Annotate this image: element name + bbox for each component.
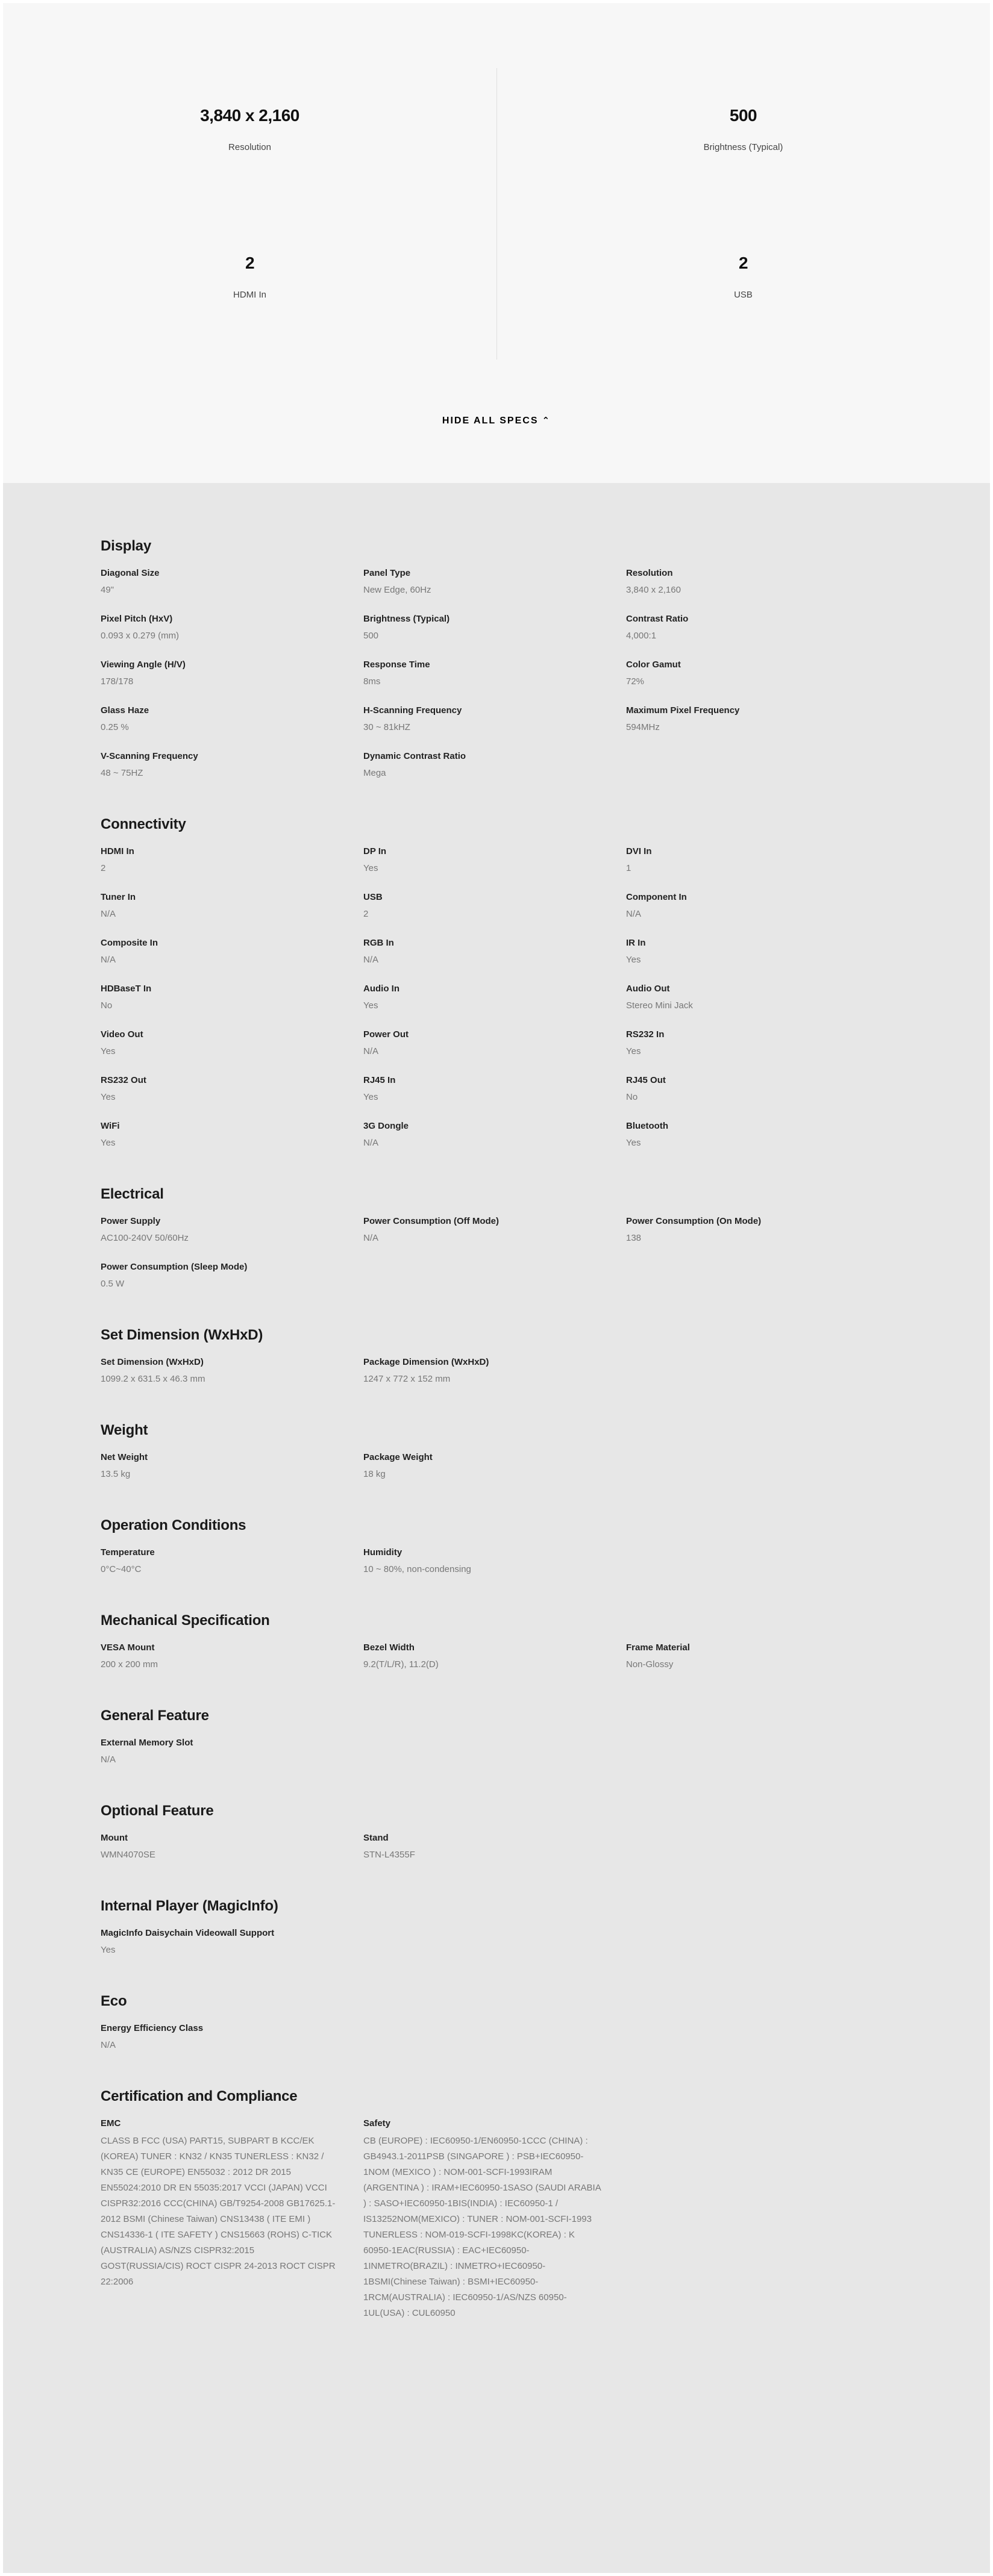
- spec-item: [101, 1452, 363, 1497]
- spec-value: 49": [101, 585, 114, 595]
- spec-group-title: Display: [101, 538, 151, 554]
- spec-label: Dynamic Contrast Ratio: [363, 751, 466, 761]
- spec-item: [363, 1547, 626, 1592]
- spec-value: 4,000:1: [626, 631, 657, 641]
- spec-group: [101, 1802, 896, 1878]
- spec-label: Package Dimension (WxHxD): [363, 1357, 489, 1367]
- spec-value: Yes: [101, 1046, 116, 1056]
- spec-grid: [101, 2118, 896, 2321]
- spec-group: [101, 1326, 896, 1402]
- spec-value: 1: [626, 863, 631, 873]
- spec-group: [101, 816, 896, 1166]
- spec-value: 2: [363, 909, 369, 919]
- spec-item: [101, 983, 363, 1029]
- spec-label: Audio Out: [626, 984, 670, 994]
- spec-item: [101, 2118, 363, 2321]
- spec-label: MagicInfo Daisychain Videowall Support: [101, 1928, 275, 1938]
- spec-item: [101, 1074, 363, 1120]
- spec-label: HDMI In: [101, 846, 134, 856]
- key-spec-brightness: [497, 104, 990, 154]
- spec-group: [101, 2088, 896, 2321]
- spec-value: 500: [363, 631, 379, 641]
- spec-label: Mount: [101, 1833, 128, 1843]
- spec-item: [101, 705, 363, 750]
- spec-label: Composite In: [101, 938, 158, 948]
- spec-group-title: Eco: [101, 1993, 127, 2009]
- spec-label: RS232 Out: [101, 1075, 146, 1085]
- spec-group-title: Certification and Compliance: [101, 2088, 298, 2104]
- spec-value: 18 kg: [363, 1469, 386, 1479]
- spec-value: 0°C~40°C: [101, 1564, 142, 1574]
- spec-label: Energy Efficiency Class: [101, 2023, 204, 2033]
- key-spec-label: Resolution: [228, 142, 271, 152]
- spec-item: [101, 613, 363, 659]
- spec-value: N/A: [101, 955, 116, 965]
- spec-group: [101, 1421, 896, 1497]
- key-spec-value: 2: [245, 254, 255, 272]
- spec-group: [101, 1517, 896, 1592]
- spec-value: Mega: [363, 768, 386, 778]
- spec-value: 0.093 x 0.279 (mm): [101, 631, 180, 641]
- spec-item: [101, 937, 363, 983]
- chevron-up-icon: ⌃: [542, 416, 551, 426]
- spec-label: USB: [363, 892, 383, 902]
- spec-label: Frame Material: [626, 1642, 690, 1653]
- spec-label: HDBaseT In: [101, 984, 152, 994]
- spec-item: [363, 705, 626, 750]
- spec-item: [101, 1261, 363, 1307]
- spec-value: Yes: [101, 1138, 116, 1148]
- spec-value: 9.2(T/L/R), 11.2(D): [363, 1659, 439, 1670]
- spec-group: [101, 1612, 896, 1688]
- spec-item: [363, 567, 626, 613]
- spec-label: Panel Type: [363, 568, 411, 578]
- spec-label: Safety: [363, 2118, 391, 2128]
- spec-item: [626, 891, 889, 937]
- spec-item: [363, 983, 626, 1029]
- spec-value: N/A: [363, 955, 379, 965]
- spec-value: N/A: [363, 1233, 379, 1243]
- spec-value: 8ms: [363, 676, 381, 687]
- spec-group: [101, 537, 896, 796]
- spec-value: 1247 x 772 x 152 mm: [363, 1374, 451, 1384]
- spec-value: 30 ~ 81kHZ: [363, 722, 410, 732]
- spec-value: 72%: [626, 676, 645, 687]
- key-spec-label: USB: [734, 290, 753, 300]
- spec-label: Color Gamut: [626, 660, 681, 670]
- spec-item: [101, 1737, 363, 1783]
- spec-groups: [101, 537, 896, 2341]
- spec-label: Contrast Ratio: [626, 614, 689, 624]
- spec-group-title: Optional Feature: [101, 1803, 214, 1819]
- spec-label: Power Consumption (Off Mode): [363, 1216, 499, 1226]
- spec-label: Maximum Pixel Frequency: [626, 705, 740, 716]
- spec-item: [626, 937, 889, 983]
- spec-group-title: Internal Player (MagicInfo): [101, 1898, 278, 1914]
- spec-item: [363, 846, 626, 891]
- spec-label: VESA Mount: [101, 1642, 155, 1653]
- spec-item: [101, 2022, 363, 2068]
- key-spec-usb: [497, 252, 990, 301]
- spec-item: [626, 1029, 889, 1074]
- spec-item: [101, 846, 363, 891]
- spec-value: 138: [626, 1233, 642, 1243]
- spec-item: [626, 983, 889, 1029]
- spec-value: Yes: [101, 1092, 116, 1102]
- spec-group: [101, 1185, 896, 1307]
- spec-grid: [101, 567, 896, 796]
- spec-value: N/A: [101, 1754, 116, 1765]
- spec-item: [363, 1074, 626, 1120]
- spec-label: H-Scanning Frequency: [363, 705, 462, 716]
- spec-value: N/A: [363, 1138, 379, 1148]
- spec-label: EMC: [101, 2118, 121, 2128]
- spec-group-title: Connectivity: [101, 816, 186, 832]
- spec-item: [626, 1074, 889, 1120]
- spec-label: V-Scanning Frequency: [101, 751, 198, 761]
- spec-item: [101, 1356, 363, 1402]
- spec-label: Net Weight: [101, 1452, 148, 1462]
- spec-value: 178/178: [101, 676, 134, 687]
- spec-grid: [101, 1547, 896, 1592]
- spec-value: Yes: [363, 1092, 378, 1102]
- spec-value: 2: [101, 863, 106, 873]
- spec-label: Viewing Angle (H/V): [101, 660, 186, 670]
- spec-group: [101, 1897, 896, 1973]
- spec-label: DP In: [363, 846, 387, 856]
- spec-value: 13.5 kg: [101, 1469, 131, 1479]
- spec-label: Glass Haze: [101, 705, 149, 716]
- spec-value: Yes: [363, 1000, 378, 1011]
- spec-label: Resolution: [626, 568, 673, 578]
- spec-item: [101, 1120, 363, 1166]
- spec-item: [626, 613, 889, 659]
- spec-label: IR In: [626, 938, 646, 948]
- spec-label: Stand: [363, 1833, 389, 1843]
- spec-label: Audio In: [363, 984, 399, 994]
- spec-label: Power Consumption (Sleep Mode): [101, 1262, 248, 1272]
- spec-item: [626, 1215, 889, 1261]
- spec-value: CLASS B FCC (USA) PART15, SUBPART B KCC/EK (KOREA) TUNER : KN32 / KN35 TUNERLESS : KN32 / KN35 CE (EUROPE) EN55032 : 2012 DR 2015 EN55024:2010 DR EN 55035:2017 VCCI (JAPAN) VCCI CISPR32:2016 CCC(CHINA) GB/T9254-2008 GB17625.1-2012 BSMI (Chinese Taiwan) CNS13438 ( ITE EMI ) CNS14336-1 ( ITE SAFETY ) CNS15663 (ROHS) C-TICK (AUSTRALIA) AS/NZS CISPR32:2015 GOST(RUSSIA/CIS) ROCT CISPR 24-2013 ROCT CISPR 22:2006: [101, 2136, 336, 2287]
- spec-label: Power Consumption (On Mode): [626, 1216, 762, 1226]
- spec-value: 0.5 W: [101, 1279, 125, 1289]
- key-specs-panel: [3, 3, 990, 483]
- spec-group-title: Set Dimension (WxHxD): [101, 1327, 263, 1343]
- key-spec-label: HDMI In: [233, 290, 266, 300]
- spec-item: [101, 1642, 363, 1688]
- spec-value: No: [101, 1000, 113, 1011]
- spec-item: [626, 659, 889, 705]
- spec-label: Brightness (Typical): [363, 614, 450, 624]
- spec-value: Yes: [363, 863, 378, 873]
- spec-grid: [101, 1215, 896, 1307]
- spec-value: 0.25 %: [101, 722, 129, 732]
- key-spec-value: 3,840 x 2,160: [200, 106, 299, 125]
- spec-label: Tuner In: [101, 892, 136, 902]
- spec-item: [363, 659, 626, 705]
- spec-group-title: Electrical: [101, 1186, 164, 1202]
- spec-label: Video Out: [101, 1029, 143, 1040]
- spec-value: 594MHz: [626, 722, 660, 732]
- spec-value: N/A: [101, 909, 116, 919]
- spec-value: 3,840 x 2,160: [626, 585, 681, 595]
- spec-item: [101, 567, 363, 613]
- spec-value: AC100-240V 50/60Hz: [101, 1233, 189, 1243]
- spec-label: Package Weight: [363, 1452, 433, 1462]
- spec-label: DVI In: [626, 846, 652, 856]
- spec-item: [101, 750, 363, 796]
- spec-item: [101, 1547, 363, 1592]
- spec-grid: [101, 1452, 896, 1497]
- spec-grid: [101, 1356, 896, 1402]
- key-spec-value: 2: [738, 254, 748, 272]
- key-spec-value: 500: [729, 106, 757, 125]
- spec-label: Component In: [626, 892, 687, 902]
- spec-group: [101, 1707, 896, 1783]
- spec-grid: [101, 846, 896, 1166]
- spec-label: Humidity: [363, 1547, 403, 1558]
- spec-label: Set Dimension (WxHxD): [101, 1357, 204, 1367]
- spec-value: Stereo Mini Jack: [626, 1000, 693, 1011]
- spec-item: [363, 1642, 626, 1688]
- spec-item: [363, 613, 626, 659]
- spec-label: WiFi: [101, 1121, 120, 1131]
- spec-group-title: General Feature: [101, 1707, 209, 1724]
- spec-label: External Memory Slot: [101, 1738, 193, 1748]
- spec-item: [101, 1215, 363, 1261]
- spec-item: [101, 891, 363, 937]
- spec-value: CB (EUROPE) : IEC60950-1/EN60950-1CCC (CHINA) : GB4943.1-2011PSB (SINGAPORE ) : PSB+IEC60950-1NOM (MEXICO ) : NOM-001-SCFI-1993IRAM (ARGENTINA ) : IRAM+IEC60950-1SASO (SAUDI ARABIA ) : SASO+IEC60950-1BIS(INDIA) : IEC60950-1 / IS13252NOM(MEXICO) : TUNER : NOM-001-SCFI-1993 TUNERLESS : NOM-019-SCFI-1998KC(KOREA) : K 60950-1EAC(RUSSIA) : EAC+IEC60950-1INMETRO(BRAZIL) : INMETRO+IEC60950-1BSMI(Chinese Taiwan) : BSMI+IEC60950-1RCM(AUSTRALIA) : IEC60950-1/AS/NZS 60950-1UL(USA) : CUL60950: [363, 2136, 601, 2318]
- spec-item: [626, 1642, 889, 1688]
- spec-label: 3G Dongle: [363, 1121, 409, 1131]
- spec-item: [101, 1927, 363, 1973]
- spec-label: Bluetooth: [626, 1121, 668, 1131]
- spec-item: [363, 1120, 626, 1166]
- spec-value: N/A: [363, 1046, 379, 1056]
- spec-label: RS232 In: [626, 1029, 665, 1040]
- spec-item: [101, 1832, 363, 1878]
- spec-label: Temperature: [101, 1547, 155, 1558]
- key-spec-hdmi-in: [3, 252, 497, 301]
- spec-value: No: [626, 1092, 638, 1102]
- spec-value: 48 ~ 75HZ: [101, 768, 143, 778]
- spec-item: [101, 1029, 363, 1074]
- spec-value: Yes: [626, 955, 641, 965]
- spec-group-title: Weight: [101, 1422, 148, 1438]
- spec-group: [101, 1992, 896, 2068]
- spec-label: Power Out: [363, 1029, 409, 1040]
- spec-value: N/A: [101, 2040, 116, 2050]
- spec-label: Response Time: [363, 660, 430, 670]
- key-spec-resolution: [3, 104, 497, 154]
- spec-item: [101, 659, 363, 705]
- spec-group-title: Operation Conditions: [101, 1517, 246, 1533]
- spec-item: [626, 567, 889, 613]
- spec-label: Bezel Width: [363, 1642, 415, 1653]
- spec-value: Yes: [626, 1138, 641, 1148]
- spec-details-panel: [3, 483, 990, 2573]
- spec-label: Diagonal Size: [101, 568, 160, 578]
- spec-grid: [101, 1832, 896, 1878]
- spec-item: [626, 1120, 889, 1166]
- spec-grid: [101, 1737, 896, 1783]
- spec-value: WMN4070SE: [101, 1850, 155, 1860]
- spec-item: [626, 705, 889, 750]
- spec-item: [363, 1452, 626, 1497]
- spec-value: STN-L4355F: [363, 1850, 415, 1860]
- spec-value: 10 ~ 80%, non-condensing: [363, 1564, 471, 1574]
- spec-grid: [101, 1927, 896, 1973]
- spec-item: [363, 750, 626, 796]
- spec-label: Pixel Pitch (HxV): [101, 614, 173, 624]
- key-spec-label: Brightness (Typical): [703, 142, 783, 152]
- hide-all-specs-button[interactable]: [3, 415, 990, 426]
- spec-value: Yes: [101, 1945, 116, 1955]
- spec-value: 1099.2 x 631.5 x 46.3 mm: [101, 1374, 205, 1384]
- spec-value: Non-Glossy: [626, 1659, 674, 1670]
- spec-group-title: Mechanical Specification: [101, 1612, 270, 1629]
- spec-item: [363, 891, 626, 937]
- spec-grid: [101, 1642, 896, 1688]
- spec-value: Yes: [626, 1046, 641, 1056]
- spec-label: RJ45 In: [363, 1075, 396, 1085]
- spec-label: Power Supply: [101, 1216, 161, 1226]
- spec-item: [363, 1029, 626, 1074]
- spec-item: [363, 1832, 626, 1878]
- hide-all-specs-label: HIDE ALL SPECS: [442, 416, 539, 426]
- spec-label: RJ45 Out: [626, 1075, 666, 1085]
- spec-item: [363, 2118, 626, 2321]
- spec-value: New Edge, 60Hz: [363, 585, 431, 595]
- spec-item: [363, 937, 626, 983]
- spec-item: [363, 1356, 626, 1402]
- spec-grid: [101, 2022, 896, 2068]
- spec-label: RGB In: [363, 938, 394, 948]
- spec-item: [626, 846, 889, 891]
- spec-item: [363, 1215, 626, 1261]
- spec-value: N/A: [626, 909, 642, 919]
- spec-value: 200 x 200 mm: [101, 1659, 158, 1670]
